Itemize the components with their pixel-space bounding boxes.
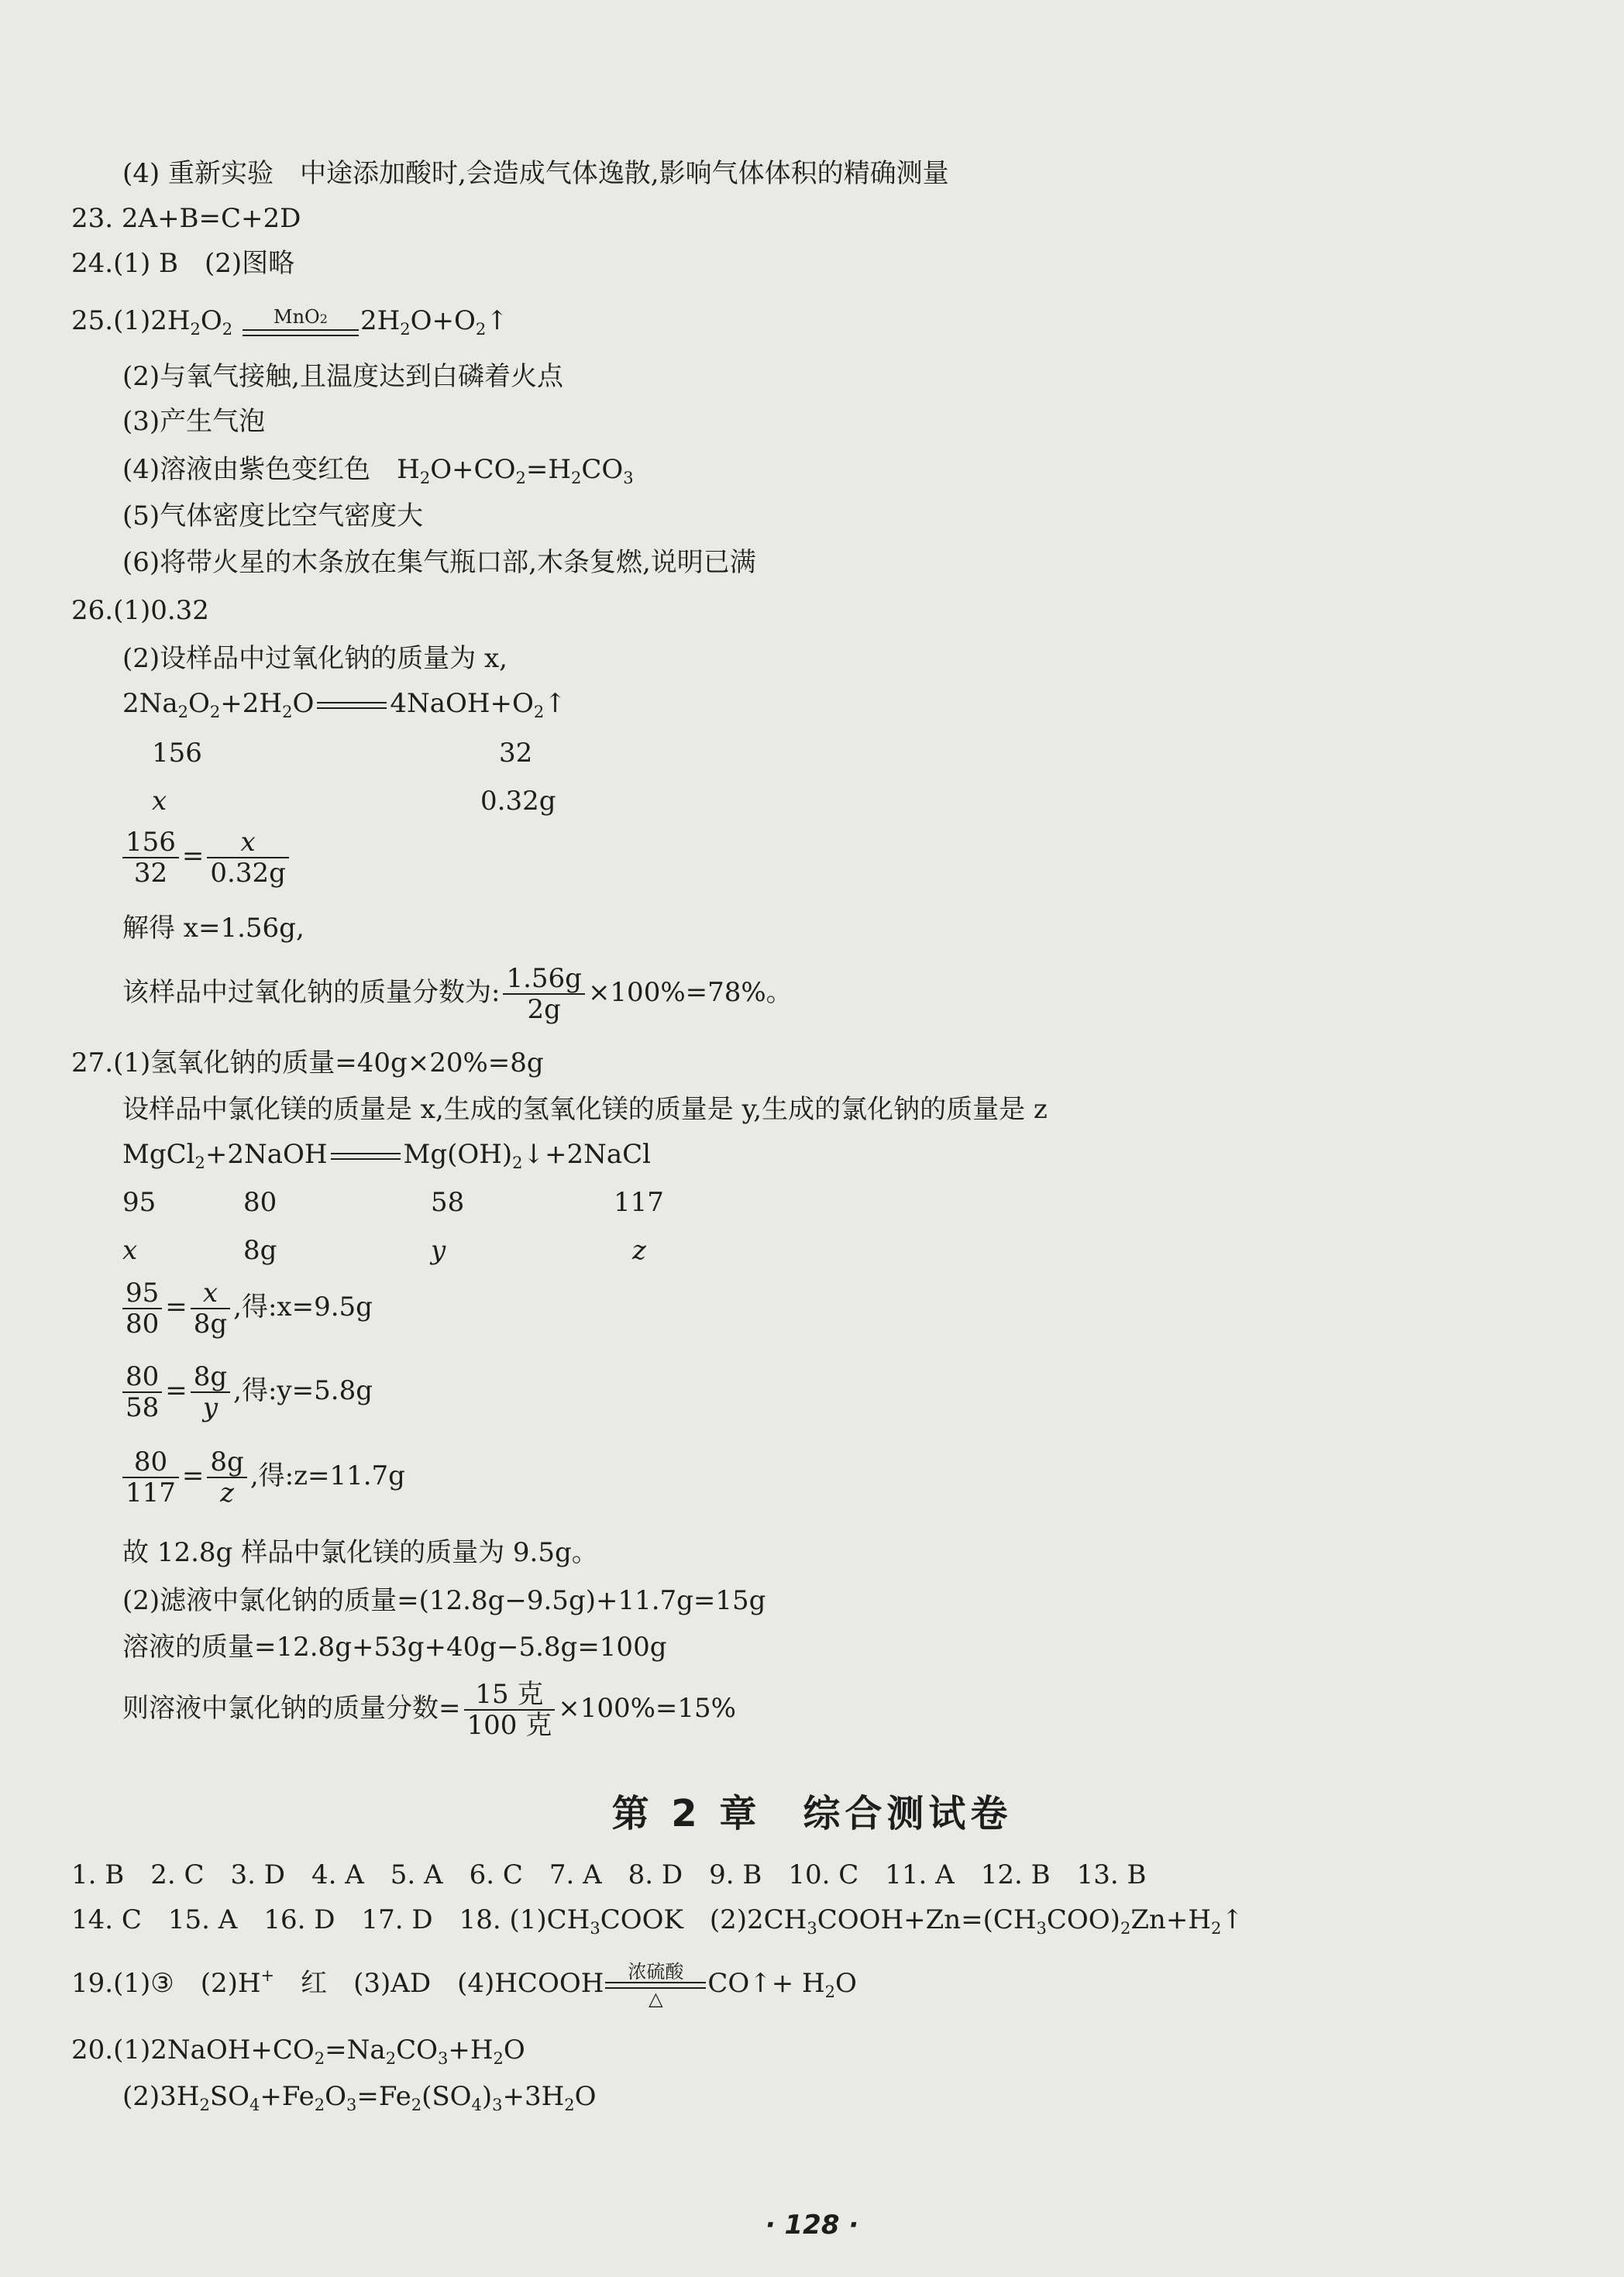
answer-27-equation: MgCl$_2$+2NaOH $Mg(OH)_2↓+2NaCl$ (122, 1139, 652, 1172)
answer-27-ratio3: $\frac{80}{117}$ = $\frac{8g}{z}$ ,得:z=11.7g (122, 1447, 405, 1508)
answer-19: 19.(1)③ (2)H+ 红 (3)AD (4)HCOOH 浓硫酸 △ CO↑+ $H_2O$ (71, 1960, 857, 2010)
answer-27-2c: 则溶液中氯化钠的质量分数= $\frac{\text{15 克}}{\text{100 克}}$ ×100%=15% (122, 1679, 736, 1741)
answer-27-1: 27.(1)氢氧化钠的质量=40g×20%=8g (71, 1047, 544, 1078)
answer-20-1: $20.(1)2NaOH+CO_2=Na_2CO_3+H_2O$ (71, 2035, 525, 2068)
answer-27-2a: (2)滤液中氯化钠的质量=(12.8g−9.5g)+11.7g=15g (122, 1585, 766, 1616)
answer-26-var-x: x (152, 786, 167, 817)
answers-row-2: 14. C 15. A 16. D 17. D 18. $(1)CH_3COOK$ $(2)2CH_3COOH+Zn=(CH_3COO)_2Zn+H_2↑$ (71, 1904, 1244, 1938)
answer-27-var3: y (431, 1235, 446, 1266)
answer-26-proportion: $\frac{156}{32}$ = $\frac{x}{0.32g}$ (122, 827, 292, 888)
answer-26-mass2: 32 (499, 738, 533, 769)
answer-27-2: 设样品中氯化镁的质量是 x,生成的氢氧化镁的质量是 y,生成的氯化钠的质量是 z (122, 1094, 1048, 1125)
answer-26-2: (2)设样品中过氧化钠的质量为 x, (122, 643, 508, 674)
answer-27-var2: 8g (243, 1235, 277, 1266)
answer-20-2: $(2)3H_2SO_4+Fe_2O_3=Fe_2(SO_4)_3+3H_2O$ (122, 2081, 597, 2114)
answer-25-1: $25.(1)2H_2O_2$ MnO2 $2H_2O+O_2↑$ (71, 305, 508, 339)
answer-27-var1: x (122, 1235, 138, 1266)
answer-25-6: (6)将带火星的木条放在集气瓶口部,木条复燃,说明已满 (122, 547, 756, 578)
page-number: · 128 · (765, 2210, 859, 2241)
answer-25-2: (2)与氧气接触,且温度达到白磷着火点 (122, 361, 563, 392)
answer-26-percent: 该样品中过氧化钠的质量分数为: $\frac{1.56g}{2g}$ ×100%=78%。 (122, 963, 793, 1025)
answer-27-conclusion: 故 12.8g 样品中氯化镁的质量为 9.5g。 (122, 1537, 598, 1568)
answer-27-2b: 溶液的质量=12.8g+53g+40g−5.8g=100g (122, 1632, 667, 1663)
answer-25-4: (4)溶液由紫色变红色 $H_2O+CO_2=H_2CO_3$ (122, 454, 634, 487)
answer-25-3: (3)产生气泡 (122, 406, 266, 437)
answer-26-mass1: 156 (152, 738, 202, 769)
answer-23: 23. 2A+B=C+2D (71, 203, 301, 234)
answer-27-ratio2: $\frac{80}{58}$ = $\frac{8g}{y}$ ,得:y=5.8g (122, 1362, 373, 1422)
answer-27-mass4: 117 (614, 1187, 664, 1218)
answer-25-5: (5)气体密度比空气密度大 (122, 500, 424, 531)
answer-27-mass1: 95 (122, 1187, 157, 1218)
answer-27-mass3: 58 (431, 1187, 465, 1218)
answer-26-solution: 解得 x=1.56g, (122, 913, 304, 944)
answer-26-equation: $2Na_2O_2+2H_2O$ $4NaOH+O_2↑$ (122, 688, 566, 721)
answer-27-mass2: 80 (243, 1187, 277, 1218)
answer-27-var4: z (632, 1235, 646, 1266)
answer-22-4: (4) 重新实验 中途添加酸时,会造成气体逸散,影响气体体积的精确测量 (122, 158, 949, 189)
answer-24: 24.(1) B (2)图略 (71, 248, 295, 279)
chapter-heading: 第 2 章 综合测试卷 (611, 1792, 1013, 1835)
answer-26-1: 26.(1)0.32 (71, 595, 209, 626)
answers-row-1: 1. B 2. C 3. D 4. A 5. A 6. C 7. A 8. D 9. B 10. C 11. A 12. B 13. B (71, 1859, 1147, 1890)
answer-26-var-g: 0.32g (480, 786, 556, 817)
answer-27-ratio1: $\frac{95}{80}$ = $\frac{x}{8g}$ ,得:x=9.5g (122, 1278, 373, 1339)
